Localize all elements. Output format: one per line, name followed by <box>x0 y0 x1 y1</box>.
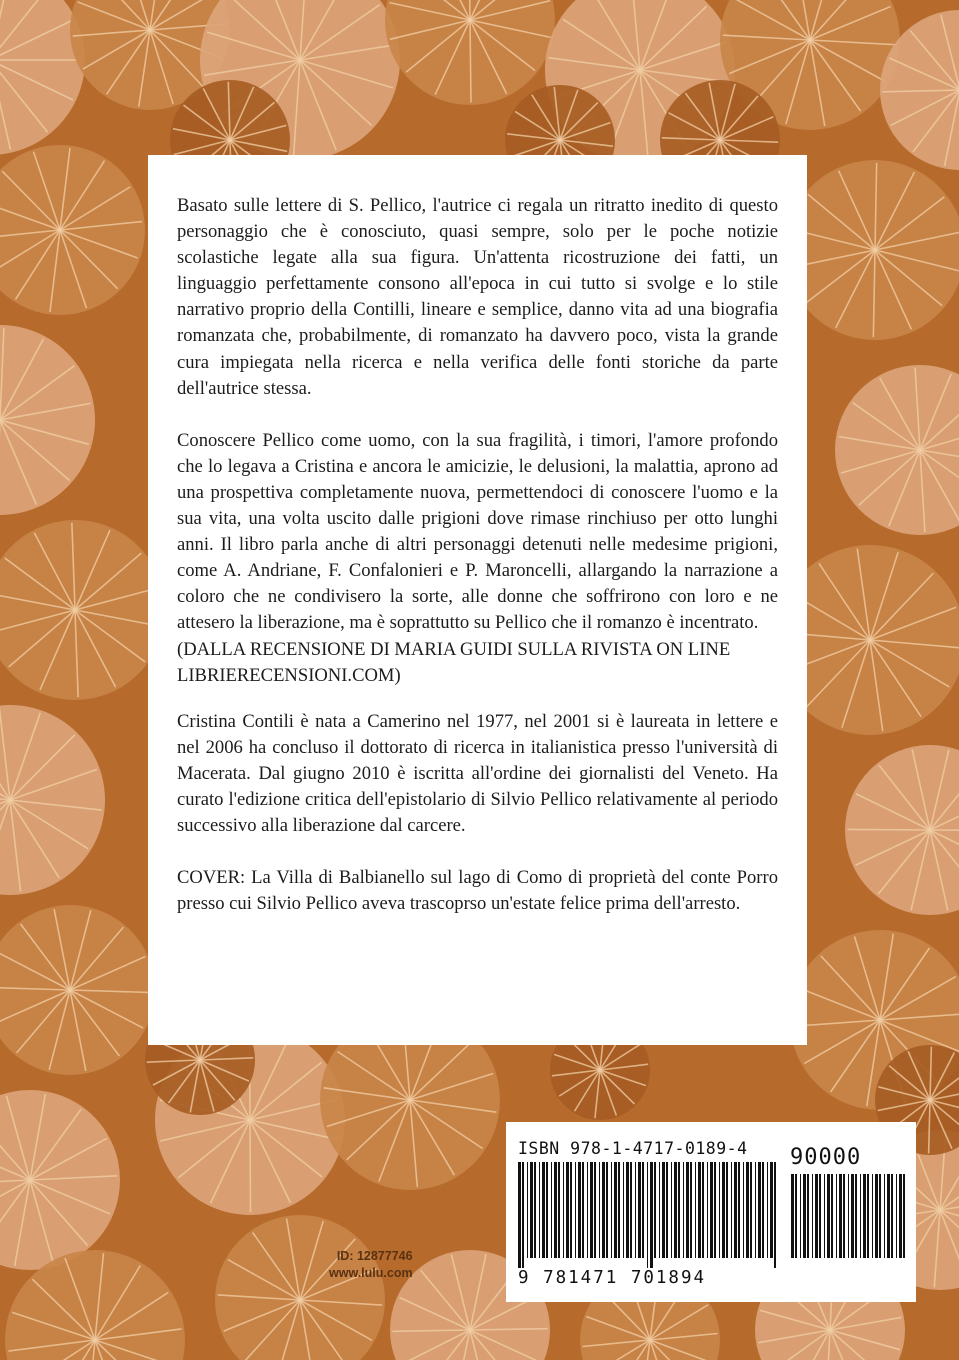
decorative-disc <box>845 745 959 915</box>
decorative-disc <box>0 325 95 515</box>
publisher-info <box>329 1248 413 1282</box>
author-bio: Cristina Contili è nata a Camerino nel 1977, nel 2001 si è laureata in lettere e nel 2006 ha concluso il dottorato di ricerca in italianistica presso l'università di Macerata. Dal giugno 2010 è iscritta all'ordine dei giornalisti del Veneto. Ha curato l'edizione critica dell'epistolario di Silvio Pellico relativamente al periodo successivo alla liberazione dal carcere. <box>177 710 778 837</box>
decorative-disc <box>0 1090 120 1270</box>
review-source: (DALLA RECENSIONE DI MARIA GUIDI SULLA RIVISTA ON LINE LIBRIERECENSIONI.COM) <box>177 638 731 686</box>
isbn-barcode-box <box>506 1122 916 1302</box>
description-panel <box>148 155 807 1045</box>
price-code: 90000 <box>790 1145 862 1170</box>
publisher-url: www.lulu.com <box>329 1266 413 1280</box>
decorative-disc <box>0 905 155 1075</box>
decorative-disc <box>835 365 959 535</box>
description-paragraph-1: Basato sulle lettere di S. Pellico, l'autrice ci regala un ritratto inedito di questo personaggio che è conosciuto, quasi sempre, solo per le poche notizie scolastiche legate alla sua figura. Un'attenta ricostruzione dei fatti, un linguaggio perfettamente consono all'epoca in cui tutto si svolge e lo stile narrativo proprio della Contilli, lineare e semplice, danno vita ad una biografia romanzata che, probabilmente, di romanzato ha davvero poco, vista la grande cura impiegata nella ricerca e nella verifica delle fonti storiche da parte dell'autrice stessa. <box>177 195 778 399</box>
cover-credit: COVER: La Villa di Balbianello sul lago di Como di proprietà del conte Porro presso cui Silvio Pellico aveva trascoprso un'estate felice prima dell'arresto. <box>177 867 778 915</box>
description-paragraph-2: Conoscere Pellico come uomo, con la sua fragilità, i timori, l'amore profondo che lo legava a Cristina e ancora le amicizie, le delusioni, la malattia, aprono ad una prospettiva completamente nuova, permettendoci di conoscere l'uomo e la sua vita, una volta uscito dalle prigioni dove rimase rinchiuso per otto lunghi anni. Il libro parla anche di altri personaggi detenuti nelle medesime prigioni, come A. Andriane, F. Confalonieri e P. Maroncelli, allargando la narrazione a coloro che ne condivisero la sorte, alle donne che soffrirono con loro e ne attesero la liberazione, ma è soprattutto su Pellico che il romanzo è incentrato. <box>177 429 778 634</box>
publisher-id: ID: 12877746 <box>336 1249 413 1263</box>
decorative-disc <box>215 1215 385 1360</box>
ean-barcode <box>518 1162 780 1268</box>
isbn-label: ISBN 978-1-4717-0189-4 <box>518 1139 748 1158</box>
decorative-disc <box>0 145 145 315</box>
decorative-disc <box>385 0 555 105</box>
decorative-disc <box>0 705 105 895</box>
decorative-disc <box>0 520 165 700</box>
decorative-disc <box>785 160 959 340</box>
ean-digits: 9 781471 701894 <box>518 1268 707 1288</box>
addon-barcode <box>791 1174 907 1268</box>
